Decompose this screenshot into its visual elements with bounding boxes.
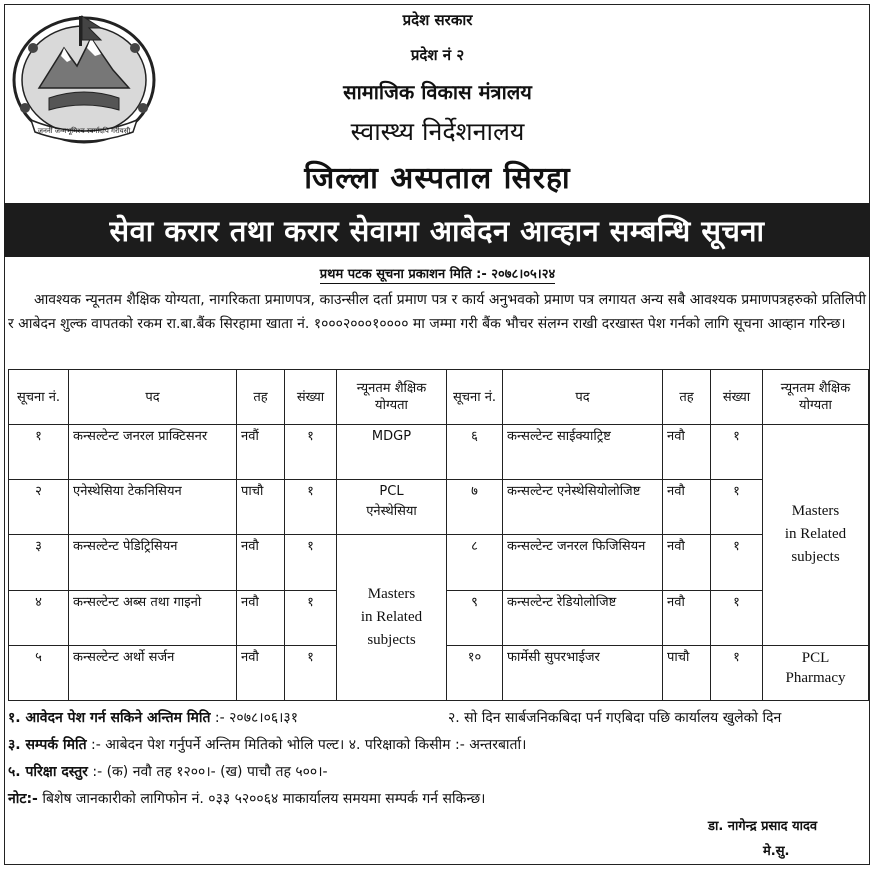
cell-level: नवौ [663,425,711,480]
cell-post: कन्सल्टेन्ट अर्थो सर्जन [69,645,237,700]
cell-sn: ८ [447,535,503,590]
header-post: पद [69,370,237,425]
note-holiday: २. सो दिन सार्बजनिकबिदा पर्न गएबिदा पछि कार्यालय खुलेको दिन [448,710,782,726]
cell-count: १ [711,645,763,700]
cell-sn: १ [9,425,69,480]
intro-paragraph: आवश्यक न्यूनतम शैक्षिक योग्यता, नागरिकता प्रमाणपत्र, काउन्सील दर्ता प्रमाण पत्र र कार्य अनुभवको प्रमाण पत्र लगायत अन्य सबै आवश्यक प्रमाणपत्रहरुको प्रतिलिपी र आबेदन शुल्क वापतको रकम रा.बा.बैंक सिरहामा खाता नं. १०००२०००१०००० मा जम्मा गरी बैंक भौचर संलग्न राखी दरखास्त पेश गर्नको लागि सूचना आव्हान गरिन्छ। [8,292,866,332]
cell-count: १ [285,425,337,480]
cell-level: नवौ [663,480,711,535]
cell-post: कन्सल्टेन्ट रेडियोलोजिष्ट [503,590,663,645]
signatory-title: मे.सु. [763,844,790,859]
cell-level: नवौ [663,535,711,590]
cell-sn: ९ [447,590,503,645]
header-post: पद [503,370,663,425]
header-directorate: स्वास्थ्य निर्देशनालय [350,117,525,146]
cell-post: एनेस्थेसिया टेकनिसियन [69,480,237,535]
header-count: संख्या [285,370,337,425]
header-sn: सूचना नं. [9,370,69,425]
emblem-motto: जननी जन्मभूमिश्च स्वर्गादपि गरीयसी [37,127,131,135]
cell-post: कन्सल्टेन्ट जनरल प्राक्टिसनर [69,425,237,480]
cell-qualification-merged: Masters in Related subjects [763,425,869,646]
cell-sn: ३ [9,535,69,590]
cell-level: नवौ [237,535,285,590]
cell-post: कन्सल्टेन्ट अब्स तथा गाइनो [69,590,237,645]
header-level: तह [663,370,711,425]
vacancy-table [8,369,869,701]
cell-count: १ [285,535,337,590]
cell-post: कन्सल्टेन्ट एनेस्थेसियोलोजिष्ट [503,480,663,535]
cell-level: नवौं [237,425,285,480]
cell-count: १ [285,590,337,645]
header-qualification: न्यूनतम शैक्षिक योग्यता [763,370,869,425]
note-contact-date: ३. सम्पर्क मिति :- आबेदन पेश गर्नुपर्ने अन्तिम मितिको भोलि पल्ट। ४. परिक्षाको किसीम :- अन्तरबार्ता। [8,737,527,753]
table-row [9,425,869,480]
publication-date: प्रथम पटक सूचना प्रकाशन मिति :- २०७८।०५।२४ [319,267,556,282]
header-sn: सूचना नं. [447,370,503,425]
cell-qualification: MDGP [337,425,447,480]
cell-count: १ [285,480,337,535]
cell-post: फार्मेसी सुपरभाईजर [503,645,663,700]
cell-post: कन्सल्टेन्ट साईक्याट्रिष्ट [503,425,663,480]
cell-qualification: PCL Pharmacy [763,645,869,700]
header-line-2: प्रदेश नं २ [410,46,465,64]
notice-title: सेवा करार तथा करार सेवामा आबेदन आव्हान सम्बन्धि सूचना [4,203,870,257]
cell-level: नवौ [237,590,285,645]
cell-sn: १० [447,645,503,700]
cell-sn: ५ [9,645,69,700]
header-count: संख्या [711,370,763,425]
cell-sn: २ [9,480,69,535]
table-row [9,535,869,590]
note-exam-fee: ५. परिक्षा दस्तुर :- (क) नवौ तह १२००।- (ख) पाचौ तह ५००।- [8,764,328,780]
note-deadline: १. आवेदन पेश गर्न सकिने अन्तिम मिति :- २०७८।०६।३१ २. सो दिन सार्बजनिकबिदा पर्न गएबिदा पछि कार्यालय खुलेको दिन [8,710,782,726]
note-remark: नोट:- बिशेष जानकारीको लागिफोन नं. ०३३ ५२००६४ माकार्यालय समयमा सम्पर्क गर्न सकिन्छ। [8,791,486,807]
cell-count: १ [711,480,763,535]
cell-qualification-merged: Masters in Related subjects [337,535,447,701]
cell-qualification: PCL एनेस्थेसिया [337,480,447,535]
cell-count: १ [711,590,763,645]
signatory-name: डा. नागेन्द्र प्रसाद यादव [708,819,818,834]
header-hospital: जिल्ला अस्पताल सिरहा [304,161,571,196]
cell-count: १ [711,535,763,590]
cell-sn: ७ [447,480,503,535]
cell-count: १ [711,425,763,480]
cell-count: १ [285,645,337,700]
header-level: तह [237,370,285,425]
cell-sn: ६ [447,425,503,480]
cell-level: नवौ [237,645,285,700]
header-qualification: न्यूनतम शैक्षिक योग्यता [337,370,447,425]
cell-sn: ४ [9,590,69,645]
cell-post: कन्सल्टेन्ट पेडिट्रिसियन [69,535,237,590]
table-row [9,480,869,535]
table-header-row [9,370,869,425]
header-line-1: प्रदेश सरकार [402,11,473,29]
cell-post: कन्सल्टेन्ट जनरल फिजिसियन [503,535,663,590]
cell-level: पाचौ [663,645,711,700]
cell-level: नवौ [663,590,711,645]
header-ministry: सामाजिक विकास मंत्रालय [343,80,532,104]
cell-level: पाचौ [237,480,285,535]
